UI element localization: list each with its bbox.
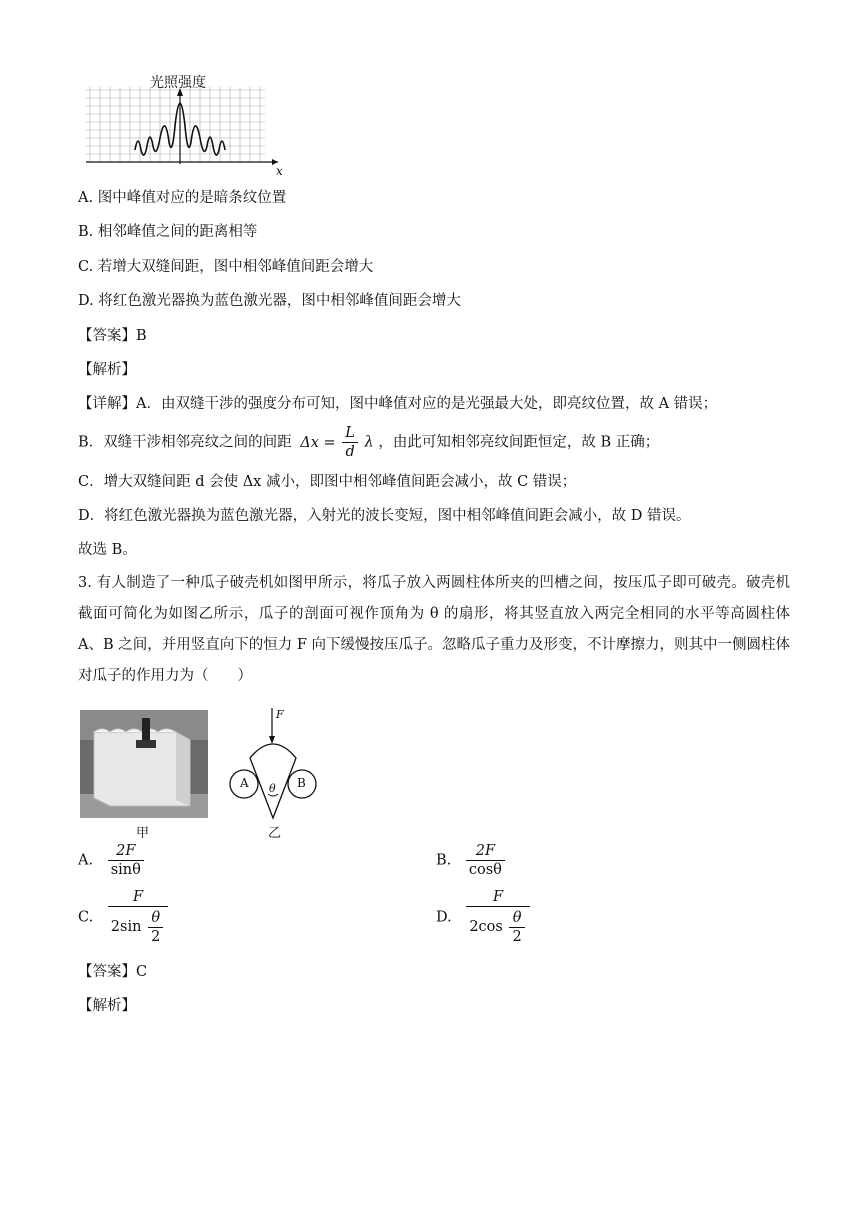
q3-option-b-letter: B. bbox=[436, 852, 452, 869]
q3-option-c-den-pre: 2sin bbox=[110, 919, 142, 935]
q3-option-d-den bbox=[466, 907, 529, 947]
detail-d: D．将红色激光器换为蓝色激光器，入射光的波长变短，图中相邻峰值间距会减小，故 D 错误。 bbox=[78, 508, 691, 524]
q3-option-d bbox=[436, 888, 532, 947]
label-f: F bbox=[276, 708, 284, 721]
q3-option-a bbox=[78, 842, 146, 879]
x-axis-label: x bbox=[276, 164, 283, 178]
label-b: B bbox=[297, 776, 306, 790]
q3-stem: 3. 有人制造了一种瓜子破壳机如图甲所示，将瓜子放入两圆柱体所夹的凹槽之间，按压瓜子即可破壳。破壳机截面可简化为如图乙所示，瓜子的剖面可视作顶角为 θ 的扇形，将其竖直放入两完全相同的水平等高圆柱体 A、B 之间，并用竖直向下的恒力 F 向下缓慢按压瓜子。忽略瓜子重力及形变，不计摩擦力，则其中一侧圆柱体对瓜子的作用力为（ ） bbox=[78, 575, 791, 684]
q3-option-c-letter: C. bbox=[78, 909, 94, 926]
formula-den: d bbox=[345, 444, 355, 460]
formula-fraction bbox=[342, 424, 358, 461]
q3-option-d-letter: D. bbox=[436, 909, 452, 926]
q3-option-d-inner-den: 2 bbox=[512, 928, 522, 945]
q3-option-b-num: 2F bbox=[466, 842, 505, 861]
chart-title: 光照强度 bbox=[150, 75, 206, 91]
machine-photo bbox=[80, 710, 208, 818]
analysis-q2: 【解析】 bbox=[78, 362, 136, 378]
answer-q3: 【答案】C bbox=[78, 964, 148, 980]
q3-option-a-letter: A. bbox=[78, 852, 94, 869]
caption-yi: 乙 bbox=[268, 826, 282, 841]
q3-option-d-num: F bbox=[466, 888, 529, 907]
option-b: B. 相邻峰值之间的距离相等 bbox=[78, 224, 258, 240]
q3-option-c-inner-num: θ bbox=[148, 909, 163, 928]
q3-option-c bbox=[78, 888, 170, 947]
q3-option-a-num: 2F bbox=[108, 842, 144, 861]
q3-option-d-frac bbox=[466, 888, 529, 947]
q3-option-c-frac bbox=[108, 888, 169, 947]
q3-option-d-inner-frac bbox=[509, 909, 524, 946]
detail-a: 【详解】A．由双缝干涉的强度分布可知，图中峰值对应的是光强最大处，即亮纹位置，故 A 错误； bbox=[78, 396, 718, 412]
q3-option-a-frac bbox=[108, 842, 144, 879]
option-d: D. 将红色激光器换为蓝色激光器，图中相邻峰值间距会增大 bbox=[78, 293, 461, 309]
q3-option-b bbox=[436, 842, 507, 879]
q3-option-d-inner-num: θ bbox=[509, 909, 524, 928]
answer-q2: 【答案】B bbox=[78, 328, 147, 344]
q3-option-c-num: F bbox=[108, 888, 169, 907]
q3-option-c-inner-frac bbox=[148, 909, 163, 946]
option-a: A. 图中峰值对应的是暗条纹位置 bbox=[78, 190, 287, 206]
formula-lambda: λ bbox=[364, 434, 374, 451]
detail-b-post: ，由此可知相邻亮纹间距恒定，故 B 正确； bbox=[378, 434, 660, 451]
detail-c: C．增大双缝间距 d 会使 Δx 减小，即图中相邻峰值间距会减小，故 C 错误； bbox=[78, 474, 577, 490]
intensity-chart bbox=[80, 72, 290, 180]
formula-lhs: Δx = bbox=[300, 434, 336, 451]
figure-jia-photo bbox=[80, 710, 208, 818]
q3-option-d-den-pre: 2cos bbox=[469, 919, 503, 935]
figure-yi-diagram bbox=[226, 706, 326, 822]
caption-jia: 甲 bbox=[136, 826, 150, 841]
label-a: A bbox=[240, 776, 249, 790]
q3-option-b-frac bbox=[466, 842, 505, 879]
detail-b-pre: B．双缝干涉相邻亮纹之间的间距 bbox=[78, 434, 292, 451]
conclusion-q2: 故选 B。 bbox=[78, 542, 137, 558]
cross-section-diagram bbox=[226, 706, 326, 822]
q3-option-a-den: sinθ bbox=[110, 862, 141, 878]
q3-option-c-inner-den: 2 bbox=[151, 928, 161, 945]
analysis-q3: 【解析】 bbox=[78, 998, 136, 1014]
q3-option-c-den bbox=[108, 907, 169, 947]
q3-option-b-den: cosθ bbox=[468, 862, 502, 878]
label-theta: θ bbox=[269, 782, 276, 795]
formula-num: L bbox=[342, 424, 358, 443]
detail-b bbox=[78, 424, 659, 461]
option-c: C. 若增大双缝间距，图中相邻峰值间距会增大 bbox=[78, 259, 374, 275]
